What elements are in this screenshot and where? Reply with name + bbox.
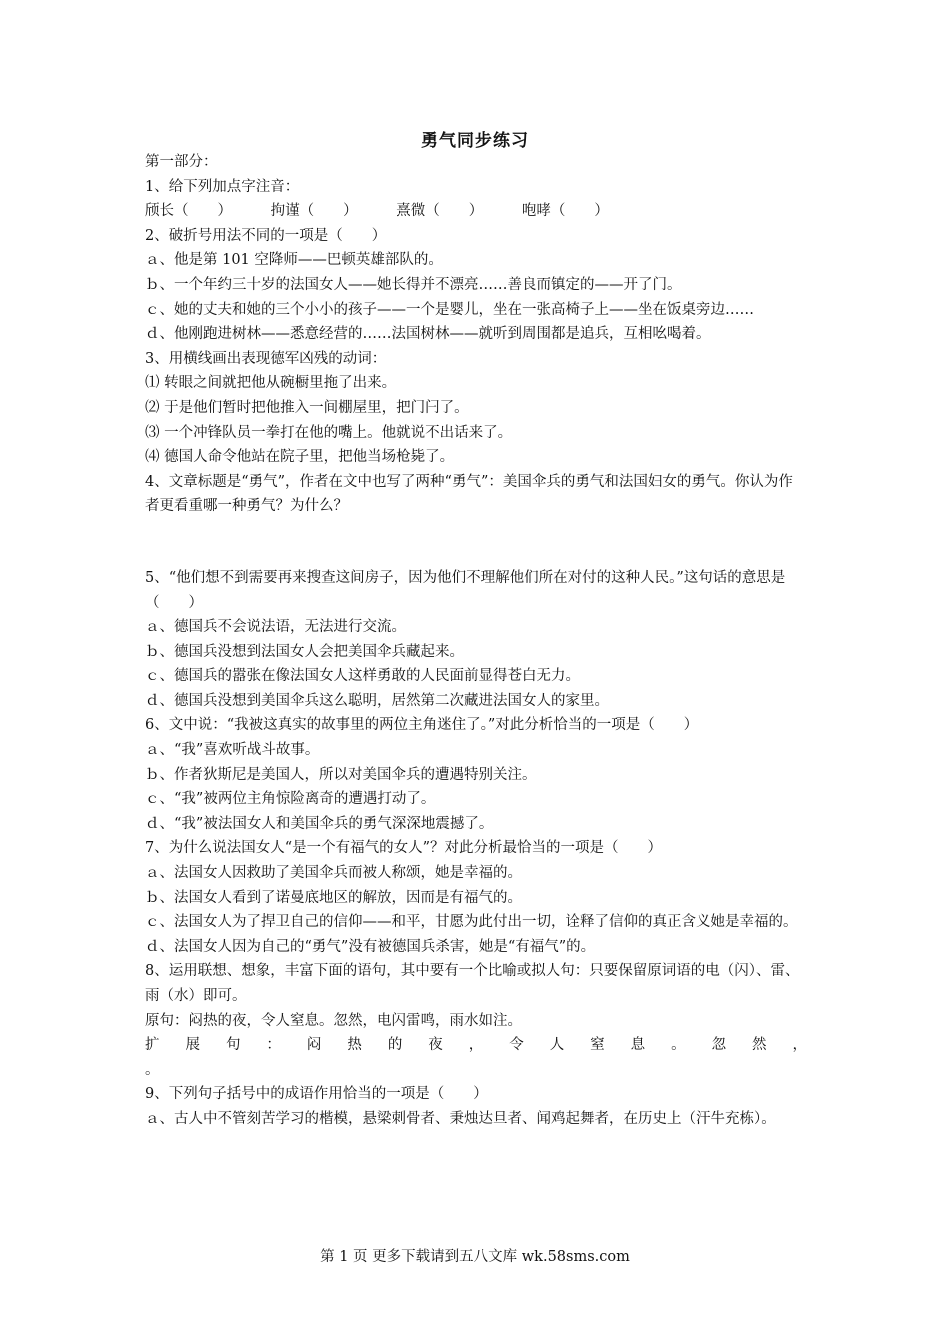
part-heading: 第一部分： — [145, 154, 218, 170]
pron-item: 熹微（ ） — [396, 203, 484, 220]
pronunciation-row — [145, 199, 807, 224]
question-6-stem: 6、文中说：“我被这真实的故事里的两位主角迷住了。”对此分析恰当的一项是（ ） — [145, 717, 699, 734]
question-9-option-a: ａ、古人中不管刻苦学习的楷模，悬梁刺骨者、秉烛达旦者、闻鸡起舞者，在历史上（汗牛充栋）。 — [145, 1110, 776, 1127]
answer-space[interactable] — [145, 519, 807, 566]
question-4-stem: 4、文章标题是“勇气”，作者在文中也写了两种“勇气”：美国伞兵的勇气和法国妇女的勇气。你认为作者更看重哪一种勇气？为什么？ — [145, 473, 793, 515]
expand-char: ， — [792, 1037, 807, 1054]
expand-char: 忽 — [711, 1037, 727, 1054]
expand-char: 热 — [347, 1037, 362, 1054]
question-5-option-a: ａ、德国兵不会说法语，无法进行交流。 — [145, 619, 406, 636]
question-7-option-b: ｂ、法国女人看到了诺曼底地区的解放，因而是有福气的。 — [145, 889, 522, 906]
page-footer: 第 1 页 更多下载请到五八文库 wk.58sms.com — [320, 1249, 630, 1265]
expand-char: 。 — [671, 1037, 686, 1054]
question-6-option-c: ｃ、“我”被两位主角惊险离奇的遭遇打动了。 — [145, 791, 436, 808]
expand-char: 令 — [509, 1037, 524, 1054]
question-2-option-b: ｂ、一个年约三十岁的法国女人——她长得并不漂亮……善良而镇定的——开了门。 — [145, 276, 682, 293]
question-6-option-a: ａ、“我”喜欢听战斗故事。 — [145, 742, 320, 759]
question-8-original: 原句：闷热的夜，令人窒息。忽然，电闪雷鸣，雨水如注。 — [145, 1012, 522, 1029]
question-7-option-a: ａ、法国女人因救助了美国伞兵而被人称颂，她是幸福的。 — [145, 865, 522, 882]
question-2-option-a: ａ、他是第 101 空降师——巴顿英雄部队的。 — [145, 252, 443, 269]
expand-char: 展 — [185, 1037, 200, 1054]
exercise-body — [145, 150, 807, 1132]
question-5-stem: 5、“他们想不到需要再来搜查这间房子，因为他们不理解他们所在对付的这种人民。”这句话的意思是（ ） — [145, 569, 786, 611]
expand-char: 夜 — [428, 1037, 443, 1054]
pron-item: 拘谨（ ） — [270, 203, 358, 220]
question-8-end: 。 — [145, 1061, 160, 1078]
expand-char: 人 — [549, 1037, 565, 1054]
question-2-stem: 2、破折号用法不同的一项是（ ） — [145, 227, 387, 244]
question-6-option-b: ｂ、作者狄斯尼是美国人，所以对美国伞兵的遭遇特别关注。 — [145, 766, 537, 783]
expand-char: 闷 — [306, 1037, 322, 1054]
question-8-expand-line — [145, 1033, 807, 1058]
expand-char: 的 — [387, 1037, 403, 1054]
question-7-stem: 7、为什么说法国女人“是一个有福气的女人”？对此分析最恰当的一项是（ ） — [145, 840, 663, 857]
expand-char: 息 — [630, 1037, 646, 1054]
question-6-option-d: ｄ、“我”被法国女人和美国伞兵的勇气深深地震撼了。 — [145, 815, 494, 832]
question-3-sentence-3: ⑶ 一个冲锋队员一拳打在他的嘴上。他就说不出话来了。 — [145, 424, 513, 441]
question-3-sentence-2: ⑵ 于是他们暂时把他推入一间棚屋里，把门闩了。 — [145, 399, 469, 416]
expand-char: 扩 — [145, 1037, 160, 1054]
expand-char: 窒 — [590, 1037, 605, 1054]
question-1-stem: 1、给下列加点字注音： — [145, 178, 300, 195]
question-8-stem: 8、运用联想、想象，丰富下面的语句，其中要有一个比喻或拟人句：只要保留原词语的电（闪）、雷、雨（水）即可。 — [145, 963, 800, 1004]
question-2-option-d: ｄ、他刚跑进树林——悉意经营的……法国树林——就听到周围都是追兵，互相吆喝着。 — [145, 326, 711, 343]
question-5-option-b: ｂ、德国兵没想到法国女人会把美国伞兵藏起来。 — [145, 643, 464, 660]
question-3-stem: 3、用横线画出表现德军凶残的动词： — [145, 350, 387, 367]
question-7-option-c: ｃ、法国女人为了捍卫自己的信仰——和平，甘愿为此付出一切，诠释了信仰的真正含义她是幸福的。 — [145, 914, 798, 931]
expand-char: 然 — [752, 1037, 767, 1054]
page-title: 勇气同步练习 — [421, 131, 529, 151]
question-3-sentence-1: ⑴ 转眼之间就把他从碗橱里拖了出来。 — [145, 375, 397, 392]
pron-item: 颀长（ ） — [145, 203, 232, 220]
question-5-option-c: ｃ、德国兵的嚣张在像法国女人这样勇敢的人民面前显得苍白无力。 — [145, 668, 580, 685]
expand-char: ： — [266, 1037, 281, 1054]
question-7-option-d: ｄ、法国女人因为自己的“勇气”没有被德国兵杀害，她是“有福气”的。 — [145, 938, 596, 955]
question-3-sentence-4: ⑷ 德国人命令他站在院子里，把他当场枪毙了。 — [145, 449, 455, 466]
question-5-option-d: ｄ、德国兵没想到美国伞兵这么聪明，居然第二次藏进法国女人的家里。 — [145, 692, 609, 709]
expand-char: 句 — [225, 1037, 241, 1054]
question-2-option-c: ｃ、她的丈夫和她的三个小小的孩子——一个是婴儿，坐在一张高椅子上——坐在饭桌旁边…… — [145, 301, 754, 318]
pron-item: 咆哮（ ） — [521, 203, 609, 220]
question-9-stem: 9、下列句子括号中的成语作用恰当的一项是（ ） — [145, 1086, 488, 1103]
expand-char: ， — [468, 1037, 484, 1054]
